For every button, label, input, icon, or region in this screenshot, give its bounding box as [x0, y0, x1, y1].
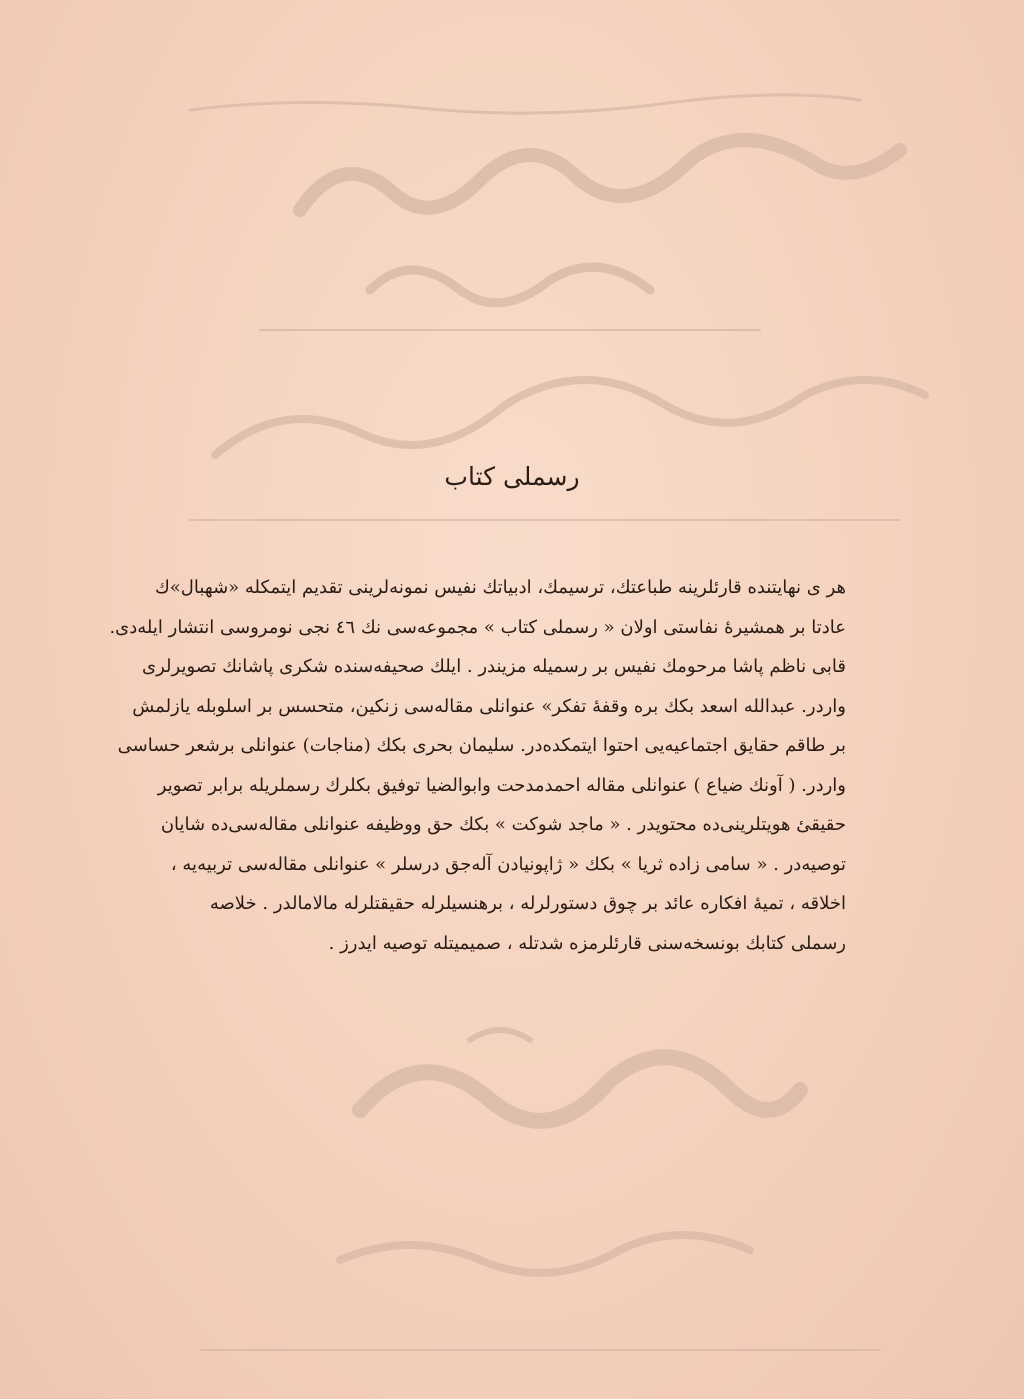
article-heading: رسملی کتاب [444, 462, 580, 491]
body-line: واردر. ( آونك ضیاع ) عنوانلی مقاله احمدمدحت وابوالضیا توفیق بكلرك رسملریله برابر تصویر [157, 774, 846, 796]
body-line: بر طاقم حقایق اجتماعیه‌یی احتوا ایتمكده‌در. سلیمان بحری بكك (مناجات) عنوانلی برشعر حساسی [117, 735, 846, 756]
body-line: واردر. عبدالله اسعد بكك بره وقفهٔ تفكر» عنوانلی مقاله‌سی زنكین، متحسس بر اسلوبله یازلمش [132, 695, 846, 717]
article-body [109, 568, 846, 963]
body-line: رسملی كتابك بونسخه‌سنی قارئلرمزه شدتله ، صمیمیتله توصیه ایدرز . [328, 932, 846, 954]
body-line: عادتا بر همشیره‌ٔ نفاستی اولان « رسملی كتاب » مجموعه‌سی نك ٤٦ نجی نومروسی انتشار ایله‌دی. [109, 616, 846, 638]
body-line: توصیه‌در . « سامی زاده ثریا » بكك « ژاپونیادن آله‌جق درسلر » عنوانلی مقاله‌سی تربیه‌یه ، [170, 853, 846, 875]
body-line: هر ی نهایتنده قارئلرینه طباعتك، ترسیمك، ادبیاتك نفیس نمونه‌لرینی تقدیم ایتمكله «شهبال»ك [154, 577, 846, 598]
body-line: قابی ناظم پاشا مرحومك نفیس بر رسمیله مزیندر . ایلك صحیفه‌سنده شكری پاشانك تصویرلری [142, 656, 846, 677]
body-line: حقیقیٔ هویتلرینی‌ده محتویدر . « ماجد شوكت » بكك حق ووظیفه عنوانلی مقاله‌سی‌ده شایان [160, 814, 846, 835]
body-line: اخلاقه ، تمیهٔ افكاره عائد بر چوق دستورلرله ، برهنسیلرله حقیقتلرله مالامالدر . خلاصه [209, 893, 846, 914]
